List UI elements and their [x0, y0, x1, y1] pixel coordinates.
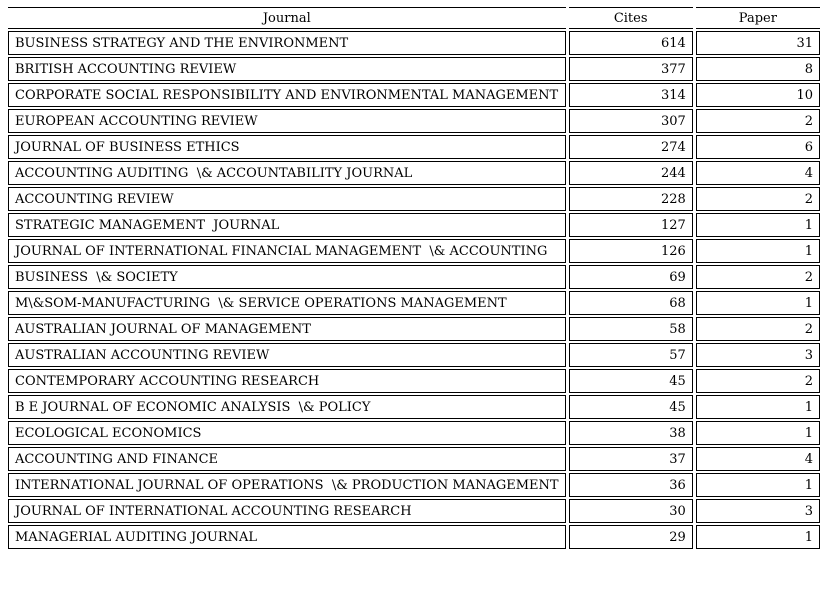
table-row [8, 135, 820, 159]
journal-cell: ACCOUNTING AND FINANCE [8, 447, 566, 471]
column-header-paper: Paper [696, 7, 820, 29]
journal-cell: BRITISH ACCOUNTING REVIEW [8, 57, 566, 81]
paper-cell: 6 [696, 135, 820, 159]
journal-citation-table [5, 5, 823, 551]
header-row [8, 7, 820, 29]
journal-cell: B E JOURNAL OF ECONOMIC ANALYSIS \& POLICY [8, 395, 566, 419]
table-row [8, 161, 820, 185]
cites-cell: 45 [569, 369, 693, 393]
column-header-journal: Journal [8, 7, 566, 29]
paper-cell: 1 [696, 525, 820, 549]
journal-cell: INTERNATIONAL JOURNAL OF OPERATIONS \& PRODUCTION MANAGEMENT [8, 473, 566, 497]
journal-cell: STRATEGIC MANAGEMENT JOURNAL [8, 213, 566, 237]
journal-cell: ECOLOGICAL ECONOMICS [8, 421, 566, 445]
cites-cell: 126 [569, 239, 693, 263]
paper-cell: 3 [696, 499, 820, 523]
paper-cell: 1 [696, 395, 820, 419]
journal-cell: JOURNAL OF BUSINESS ETHICS [8, 135, 566, 159]
cites-cell: 37 [569, 447, 693, 471]
table-row [8, 265, 820, 289]
table-row [8, 395, 820, 419]
journal-cell: CORPORATE SOCIAL RESPONSIBILITY AND ENVIRONMENTAL MANAGEMENT [8, 83, 566, 107]
table-row [8, 213, 820, 237]
paper-cell: 1 [696, 421, 820, 445]
journal-cell: AUSTRALIAN ACCOUNTING REVIEW [8, 343, 566, 367]
cites-cell: 244 [569, 161, 693, 185]
paper-cell: 3 [696, 343, 820, 367]
cites-cell: 228 [569, 187, 693, 211]
cites-cell: 68 [569, 291, 693, 315]
cites-cell: 614 [569, 31, 693, 55]
cites-cell: 69 [569, 265, 693, 289]
paper-cell: 8 [696, 57, 820, 81]
table-row [8, 473, 820, 497]
paper-cell: 2 [696, 369, 820, 393]
cites-cell: 45 [569, 395, 693, 419]
table-row [8, 499, 820, 523]
table-row [8, 369, 820, 393]
table-row [8, 343, 820, 367]
cites-cell: 38 [569, 421, 693, 445]
paper-cell: 1 [696, 239, 820, 263]
paper-cell: 1 [696, 213, 820, 237]
cites-cell: 58 [569, 317, 693, 341]
table-row [8, 447, 820, 471]
paper-cell: 2 [696, 187, 820, 211]
journal-cell: M\&SOM-MANUFACTURING \& SERVICE OPERATIONS MANAGEMENT [8, 291, 566, 315]
paper-cell: 1 [696, 473, 820, 497]
journal-cell: AUSTRALIAN JOURNAL OF MANAGEMENT [8, 317, 566, 341]
cites-cell: 57 [569, 343, 693, 367]
paper-cell: 10 [696, 83, 820, 107]
cites-cell: 377 [569, 57, 693, 81]
column-header-cites: Cites [569, 7, 693, 29]
table-row [8, 525, 820, 549]
citations-table [5, 5, 823, 551]
cites-cell: 314 [569, 83, 693, 107]
table-row [8, 239, 820, 263]
paper-cell: 31 [696, 31, 820, 55]
paper-cell: 2 [696, 317, 820, 341]
journal-cell: JOURNAL OF INTERNATIONAL FINANCIAL MANAGEMENT \& ACCOUNTING [8, 239, 566, 263]
paper-cell: 4 [696, 161, 820, 185]
cites-cell: 36 [569, 473, 693, 497]
journal-cell: BUSINESS STRATEGY AND THE ENVIRONMENT [8, 31, 566, 55]
journal-cell: MANAGERIAL AUDITING JOURNAL [8, 525, 566, 549]
table-row [8, 291, 820, 315]
journal-cell: ACCOUNTING REVIEW [8, 187, 566, 211]
table-row [8, 187, 820, 211]
cites-cell: 29 [569, 525, 693, 549]
table-row [8, 421, 820, 445]
cites-cell: 127 [569, 213, 693, 237]
table-header [8, 7, 820, 29]
journal-cell: JOURNAL OF INTERNATIONAL ACCOUNTING RESEARCH [8, 499, 566, 523]
cites-cell: 274 [569, 135, 693, 159]
table-row [8, 31, 820, 55]
cites-cell: 30 [569, 499, 693, 523]
paper-cell: 4 [696, 447, 820, 471]
journal-cell: CONTEMPORARY ACCOUNTING RESEARCH [8, 369, 566, 393]
table-body [8, 31, 820, 549]
table-row [8, 57, 820, 81]
journal-cell: ACCOUNTING AUDITING \& ACCOUNTABILITY JOURNAL [8, 161, 566, 185]
table-row [8, 109, 820, 133]
paper-cell: 2 [696, 109, 820, 133]
cites-cell: 307 [569, 109, 693, 133]
table-row [8, 317, 820, 341]
table-row [8, 83, 820, 107]
paper-cell: 2 [696, 265, 820, 289]
journal-cell: BUSINESS \& SOCIETY [8, 265, 566, 289]
journal-cell: EUROPEAN ACCOUNTING REVIEW [8, 109, 566, 133]
paper-cell: 1 [696, 291, 820, 315]
